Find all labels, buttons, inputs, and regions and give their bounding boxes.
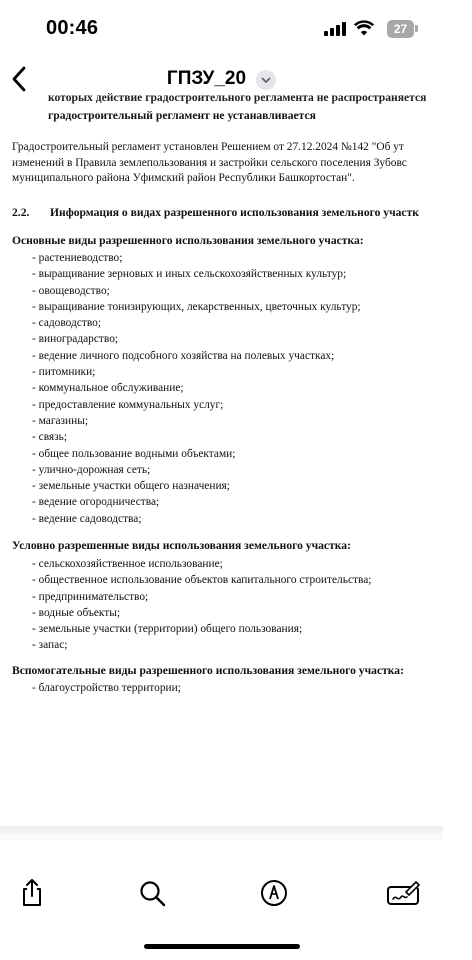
paragraph-line: изменений в Правила землепользования и застройки сельского поселения Зубовс <box>12 156 407 169</box>
list-item: - растениеводство; <box>32 252 123 264</box>
list-item: - ведение огородничества; <box>32 496 160 509</box>
document-title-button[interactable] <box>0 68 443 90</box>
search-icon <box>137 878 167 908</box>
clipped-text-line: которых действие градостроительного регламента не распространяется <box>48 91 427 104</box>
list-item: - предоставление коммунальных услуг; <box>32 398 224 411</box>
pdf-page[interactable] <box>0 91 443 828</box>
cellular-signal-icon <box>324 22 346 36</box>
signature-icon <box>386 878 420 908</box>
status-bar <box>0 0 443 58</box>
list-item: - овощеводство; <box>32 284 110 297</box>
list-item: - садоводство; <box>32 317 102 330</box>
list-item: - ведение личного подсобного хозяйства на полевых участках; <box>32 349 335 362</box>
section-number: 2.2. <box>12 206 30 219</box>
list-item: - улично-дорожная сеть; <box>32 463 151 476</box>
group-title-main: Основные виды разрешенного использования земельного участка: <box>12 234 364 247</box>
list-item: - магазины; <box>32 414 89 427</box>
status-time: 00:46 <box>46 17 99 39</box>
list-item: - общее пользование водными объектами; <box>32 447 236 460</box>
paragraph-line: муниципального района Уфимский район Республики Башкортостан". <box>12 172 355 184</box>
share-button[interactable] <box>17 878 47 908</box>
regulation-note: градостроительный регламент не устанавливается <box>48 109 316 122</box>
search-button[interactable] <box>137 878 167 908</box>
main-uses-list <box>32 250 361 527</box>
page-gap <box>0 834 443 840</box>
bottom-toolbar <box>0 860 443 930</box>
group-title-auxiliary: Вспомогательные виды разрешенного использования земельного участка: <box>12 664 404 677</box>
list-item: - предпринимательство; <box>32 590 149 603</box>
list-item: - водные объекты; <box>32 606 121 619</box>
section-heading <box>12 205 419 221</box>
paragraph-line: Градостроительный регламент установлен Решением от 27.12.2024 №142 "Об ут <box>12 141 404 153</box>
conditional-uses-list <box>32 556 371 654</box>
auxiliary-uses-list <box>32 680 181 696</box>
page-edge <box>0 826 443 834</box>
home-indicator[interactable] <box>144 944 300 949</box>
list-item: - связь; <box>32 431 68 444</box>
signature-button[interactable] <box>386 878 420 908</box>
battery-tip <box>415 25 418 32</box>
list-item: - выращивание зерновых и иных сельскохозяйственных культур; <box>32 268 347 281</box>
list-item: - коммунальное обслуживание; <box>32 382 184 395</box>
wifi-icon <box>354 20 374 36</box>
section-title: Информация о видах разрешенного использования земельного участк <box>50 206 419 219</box>
list-item: - благоустройство территории; <box>32 682 181 694</box>
markup-icon <box>259 878 289 908</box>
list-item: - питомники; <box>32 366 96 379</box>
regulation-paragraph <box>12 139 472 186</box>
list-item: - запас; <box>32 639 68 652</box>
list-item: - виноградарство; <box>32 333 119 346</box>
share-icon <box>17 878 47 908</box>
list-item: - выращивание тонизирующих, лекарственных, цветочных культур; <box>32 300 361 313</box>
chevron-down-icon <box>256 70 276 90</box>
list-item: - земельные участки общего назначения; <box>32 480 230 493</box>
markup-button[interactable] <box>259 878 289 908</box>
list-item: - ведение садоводства; <box>32 512 142 525</box>
battery-indicator: 27 <box>387 20 414 38</box>
list-item: - общественное использование объектов капитального строительства; <box>32 574 372 587</box>
document-title: ГПЗУ_20 <box>166 68 247 89</box>
group-title-conditional: Условно разрешенные виды использования земельного участка: <box>12 539 351 552</box>
list-item: - земельные участки (территории) общего пользования; <box>32 623 303 636</box>
list-item: - сельскохозяйственное использование; <box>32 558 223 570</box>
